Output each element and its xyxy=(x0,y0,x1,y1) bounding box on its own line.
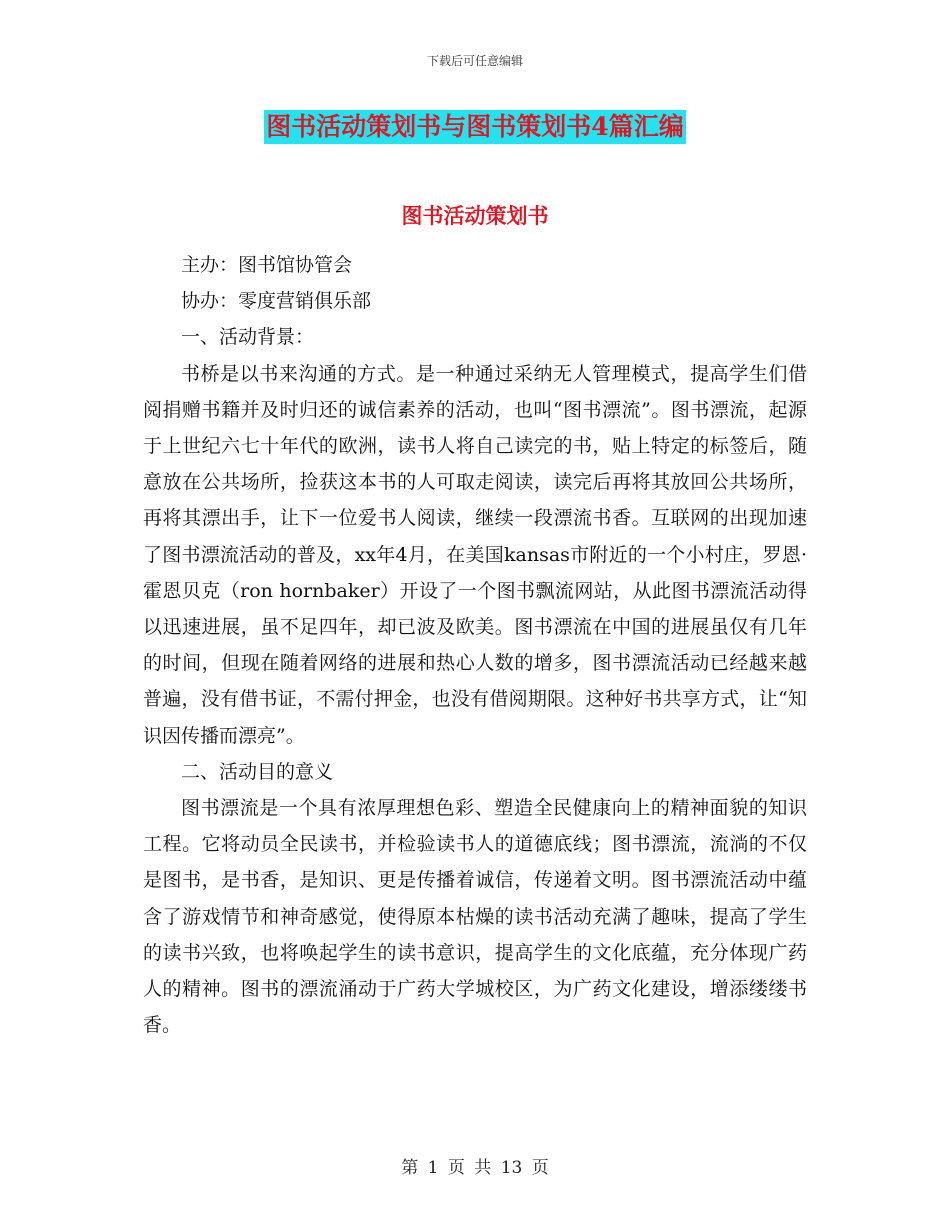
document-title-wrap xyxy=(0,110,950,144)
organizer-line: 主办：图书馆协管会 xyxy=(181,254,353,276)
page-footer: 第 1 页 共 13 页 xyxy=(401,1158,549,1178)
section-title: 图书活动策划书 xyxy=(401,203,549,228)
heading-background: 一、活动背景： xyxy=(181,326,315,349)
paragraph-purpose: 图书漂流是一个具有浓厚理想色彩、塑造全民健康向上的精神面貌的知识工程。它将动员全民读书，并检验读书人的道德底线；图书漂流，流淌的不仅是图书，是书香，是知识、更是传播着诚信，传递着文明。图书漂流活动中蕴含了游戏情节和神奇感觉，使得原本枯燥的读书活动充满了趣味，提高了学生的读书兴致，也将唤起学生的读书意识，提高学生的文化底蕴，充分体现广药人的精神。图书的漂流涌动于广药大学城校区，为广药文化建设，增添缕缕书香。 xyxy=(143,797,807,1037)
paragraph-background: 书桥是以书来沟通的方式。是一种通过采纳无人管理模式，提高学生们借阅捐赠书籍并及时归还的诚信素养的活动，也叫“图书漂流”。图书漂流，起源于上世纪六七十年代的欧洲，读书人将自己读完的书，贴上特定的标签后，随意放在公共场所，捡获这本书的人可取走阅读，读完后再将其放回公共场所，再将其漂出手，让下一位爱书人阅读，继续一段漂流书香。互联网的出现加速了图书漂流活动的普及，xx年4月，在美国kansas市附近的一个小村庄，罗恩·霍恩贝克（ron hornbaker）开设了一个图书飘流网站，从此图书漂流活动得以迅速进展，虽不足四年，却已波及欧美。图书漂流在中国的进展虽仅有几年的时间，但现在随着网络的进展和热心人数的增多，图书漂流活动已经越来越普遍，没有借书证，不需付押金，也没有借阅期限。这种好书共享方式，让“知识因传播而漂亮”。 xyxy=(143,362,807,747)
header-note: 下载后可任意编辑 xyxy=(426,54,523,68)
heading-purpose: 二、活动目的意义 xyxy=(181,760,334,783)
document-title: 图书活动策划书与图书策划书4篇汇编 xyxy=(264,110,685,144)
co-organizer-line: 协办：零度营销俱乐部 xyxy=(181,290,372,313)
document-body xyxy=(143,247,807,1043)
